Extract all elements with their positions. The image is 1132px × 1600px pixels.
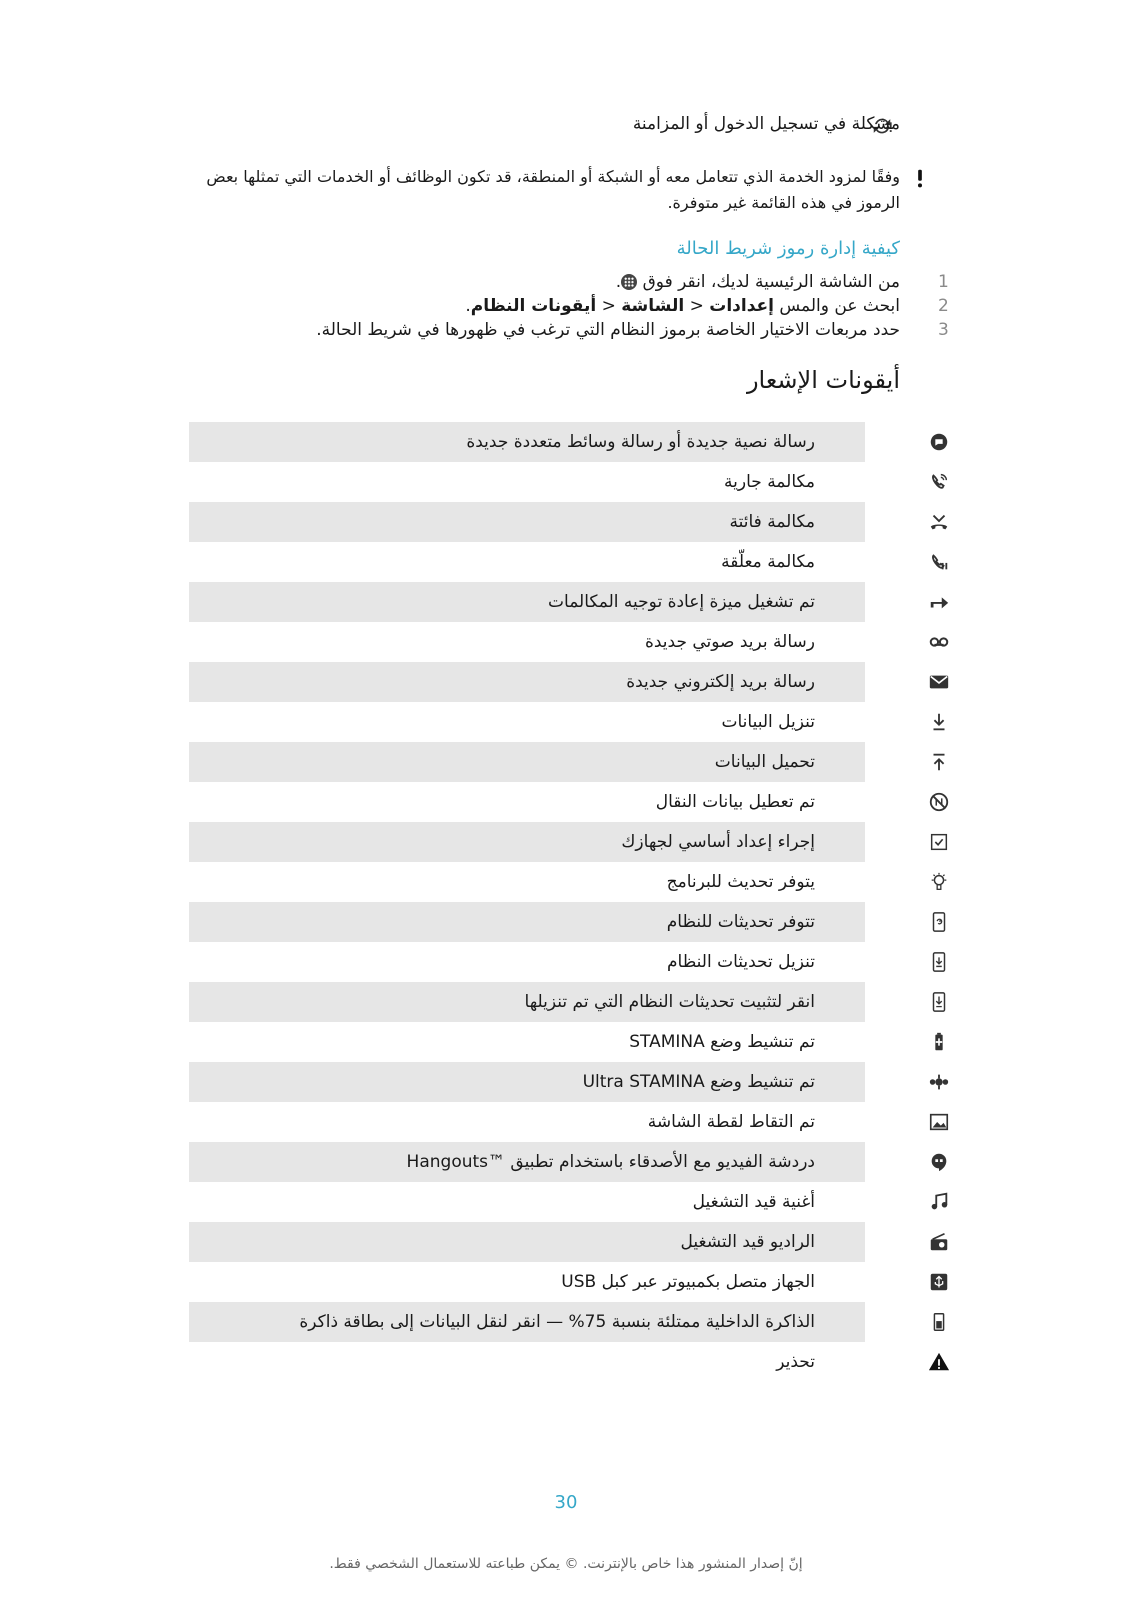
table-cell <box>189 822 865 862</box>
memory-full-icon <box>925 1308 953 1336</box>
table-row <box>189 582 915 622</box>
table-cell <box>189 1142 865 1182</box>
warning-icon <box>925 1348 953 1376</box>
table-row <box>189 942 915 982</box>
table-cell <box>189 1262 865 1302</box>
notification-icons-table <box>189 422 915 1382</box>
step-number: 3 <box>938 320 949 340</box>
table-cell <box>189 1182 865 1222</box>
table-cell <box>189 422 865 462</box>
page-number: 30 <box>554 1492 578 1513</box>
message-icon <box>925 428 953 456</box>
radio-icon <box>925 1228 953 1256</box>
install-update-icon <box>925 988 953 1016</box>
table-row <box>189 542 915 582</box>
notification-label: أغنية قيد التشغيل <box>692 1192 815 1212</box>
stamina-icon <box>925 1028 953 1056</box>
table-row <box>189 702 915 742</box>
download-icon <box>925 708 953 736</box>
table-row <box>189 1302 915 1342</box>
notification-label: إجراء إعداد أساسي لجهازك <box>621 832 815 852</box>
notification-label: الراديو قيد التشغيل <box>680 1232 815 1252</box>
table-cell <box>189 1302 865 1342</box>
table-cell <box>189 782 865 822</box>
ongoing-call-icon <box>925 468 953 496</box>
notification-label: تم تنشيط وضع Ultra STAMINA <box>582 1072 815 1092</box>
table-cell <box>189 1222 865 1262</box>
call-forward-icon <box>925 588 953 616</box>
notification-label: تتوفر تحديثات للنظام <box>666 912 815 932</box>
table-cell <box>189 862 865 902</box>
notification-label: مكالمة فائتة <box>729 512 815 532</box>
table-cell <box>189 742 865 782</box>
table-cell <box>189 1062 865 1102</box>
table-cell <box>189 662 865 702</box>
call-on-hold-icon <box>925 548 953 576</box>
notification-label: مكالمة معلّقة <box>721 552 815 572</box>
system-download-icon <box>925 948 953 976</box>
notification-label: تم التقاط لقطة الشاشة <box>647 1112 815 1132</box>
notification-label: انقر لتثبيت تحديثات النظام التي تم تنزيلها <box>524 992 815 1012</box>
table-cell <box>189 982 865 1022</box>
notification-label: يتوفر تحديث للبرنامج <box>666 872 815 892</box>
notification-label: تحميل البيانات <box>714 752 815 772</box>
table-row <box>189 662 915 702</box>
usb-icon <box>925 1268 953 1296</box>
table-cell <box>189 702 865 742</box>
table-row <box>189 1142 915 1182</box>
table-row <box>189 502 915 542</box>
footer-note: إنّ إصدار المنشور هذا خاص بالإنترنت. © يمكن طباعته للاستعمال الشخصي فقط. <box>329 1556 803 1572</box>
voicemail-icon <box>925 628 953 656</box>
table-cell <box>189 622 865 662</box>
system-update-icon <box>925 908 953 936</box>
table-row <box>189 1062 915 1102</box>
exclamation-icon <box>910 164 930 192</box>
notification-label: تنزيل تحديثات النظام <box>666 952 815 972</box>
table-cell <box>189 582 865 622</box>
table-row <box>189 462 915 502</box>
notification-label: تنزيل البيانات <box>721 712 815 732</box>
table-row <box>189 782 915 822</box>
table-cell <box>189 902 865 942</box>
table-cell <box>189 502 865 542</box>
notification-label: رسالة نصية جديدة أو رسالة وسائط متعددة جديدة <box>466 432 815 452</box>
upload-icon <box>925 748 953 776</box>
section-title: كيفية إدارة رموز شريط الحالة <box>676 238 900 259</box>
ultra-stamina-icon <box>925 1068 953 1096</box>
table-row <box>189 982 915 1022</box>
table-row <box>189 862 915 902</box>
step-number: 2 <box>938 296 949 316</box>
table-cell <box>189 1022 865 1062</box>
notification-label: دردشة الفيديو مع الأصدقاء باستخدام تطبيق ™Hangouts <box>406 1152 815 1172</box>
missed-call-icon <box>925 508 953 536</box>
notification-label: الجهاز متصل بكمبيوتر عبر كبل USB <box>561 1272 815 1292</box>
note-text: وفقًا لمزود الخدمة الذي تتعامل معه أو الشبكة أو المنطقة، قد تكون الوظائف أو الخدمات التي تمثلها بعض الرموز في هذه القائمة غير متوفرة. <box>206 167 900 212</box>
step-2: ابحث عن والمس إعدادات < الشاشة < أيقونات النظام. <box>465 296 900 316</box>
notification-label: تم تشغيل ميزة إعادة توجيه المكالمات <box>548 592 815 612</box>
notification-label: تحذير <box>776 1352 815 1372</box>
notification-icons-heading: أيقونات الإشعار <box>746 366 900 394</box>
table-row <box>189 422 915 462</box>
table-row <box>189 622 915 662</box>
table-row <box>189 1222 915 1262</box>
step-3: حدد مربعات الاختيار الخاصة برموز النظام التي ترغب في ظهورها في شريط الحالة. <box>316 320 900 340</box>
table-row <box>189 1182 915 1222</box>
screenshot-icon <box>925 1108 953 1136</box>
mobile-data-off-icon <box>925 788 953 816</box>
step-number: 1 <box>938 272 949 292</box>
table-cell <box>189 942 865 982</box>
table-cell <box>189 1342 865 1382</box>
music-note-icon <box>925 1188 953 1216</box>
table-cell <box>189 542 865 582</box>
table-cell <box>189 1102 865 1142</box>
table-row <box>189 1102 915 1142</box>
hangouts-icon <box>925 1148 953 1176</box>
notification-label: تم تعطيل بيانات النقال <box>655 792 815 812</box>
table-row <box>189 822 915 862</box>
table-row <box>189 742 915 782</box>
table-cell <box>189 462 865 502</box>
table-row <box>189 902 915 942</box>
table-row <box>189 1342 915 1382</box>
checkbox-icon <box>925 828 953 856</box>
sync-error-label: مشكلة في تسجيل الدخول أو المزامنة <box>632 114 900 134</box>
step-1: من الشاشة الرئيسية لديك، انقر فوق . <box>615 272 900 292</box>
table-row <box>189 1022 915 1062</box>
notification-label: الذاكرة الداخلية ممتلئة بنسبة 75% — انقر لنقل البيانات إلى بطاقة ذاكرة <box>299 1312 815 1332</box>
email-icon <box>925 668 953 696</box>
notification-label: مكالمة جارية <box>724 472 815 492</box>
table-row <box>189 1262 915 1302</box>
notification-label: تم تنشيط وضع STAMINA <box>629 1032 815 1052</box>
notification-label: رسالة بريد إلكتروني جديدة <box>626 672 815 692</box>
apps-grid-icon <box>621 274 637 290</box>
lightbulb-icon <box>925 868 953 896</box>
notification-label: رسالة بريد صوتي جديدة <box>644 632 815 652</box>
